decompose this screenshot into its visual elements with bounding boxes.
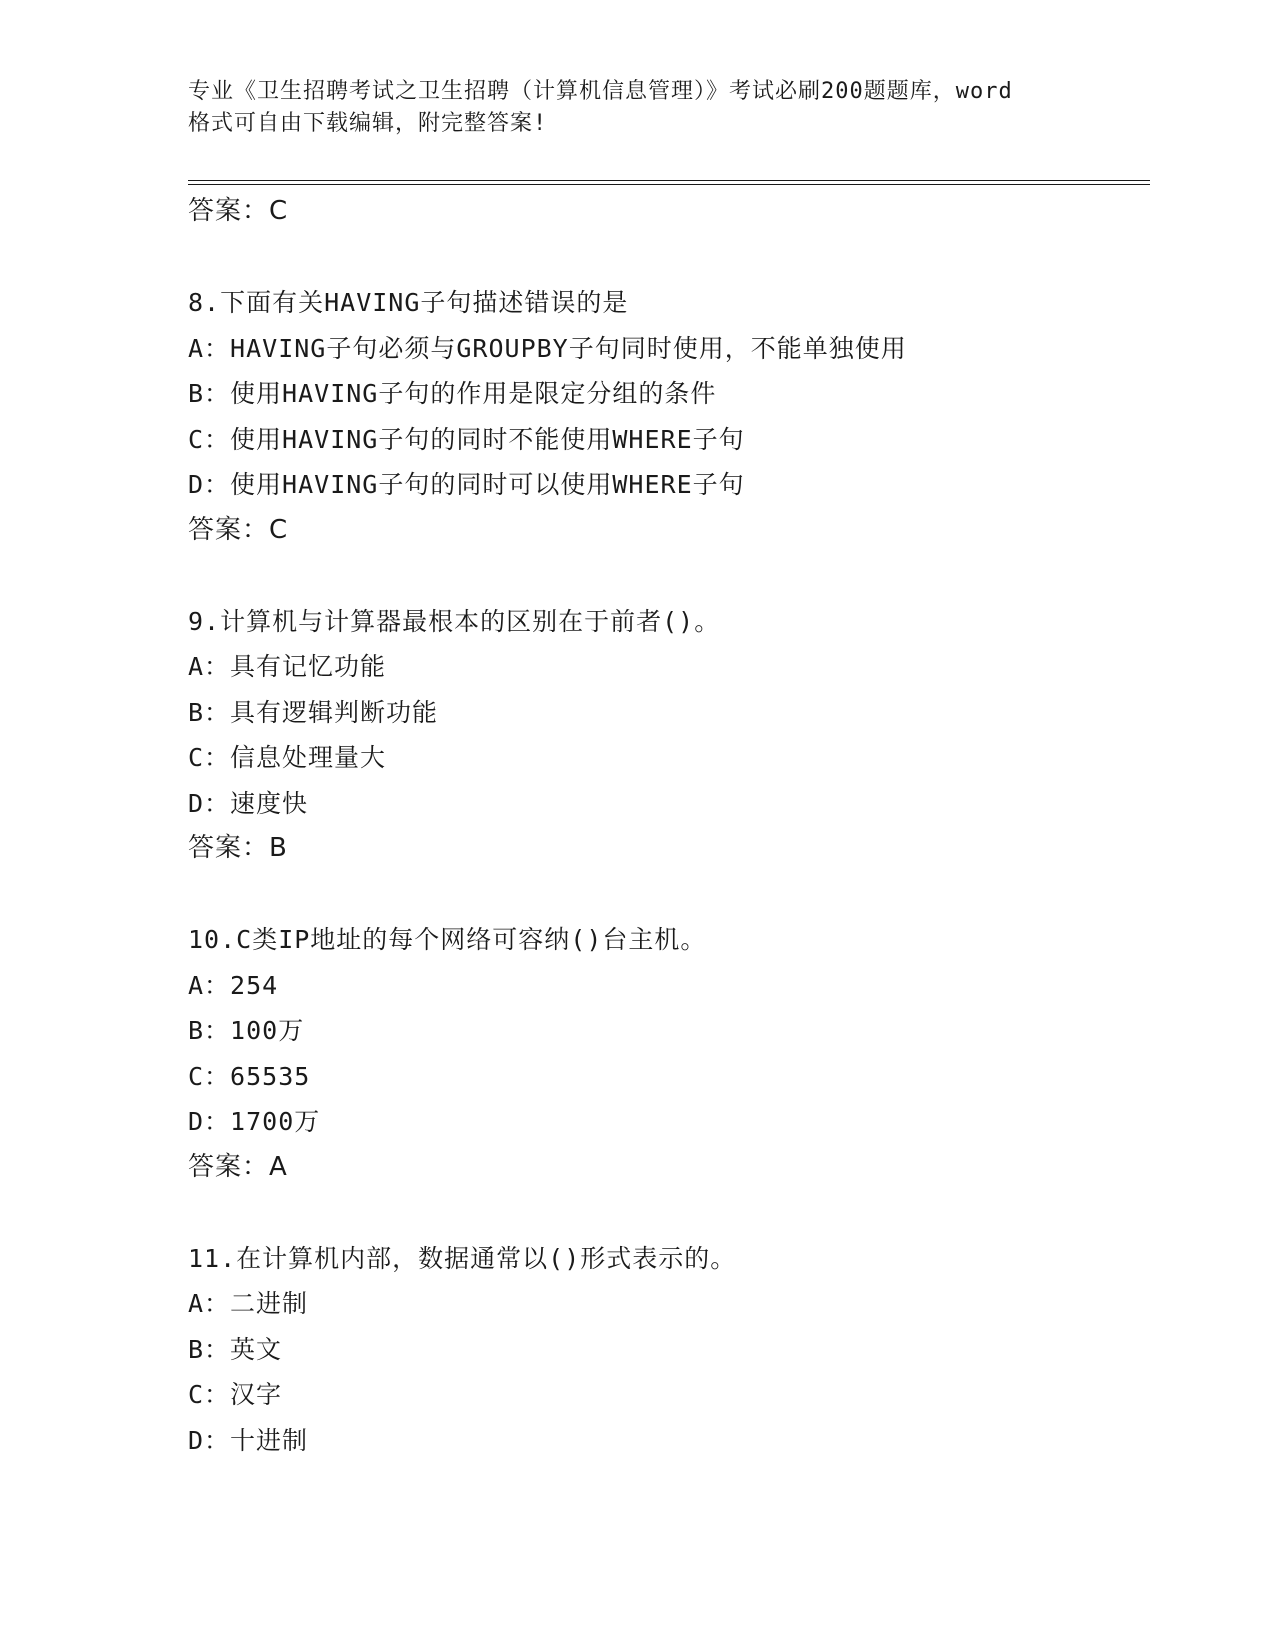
option-a: A：HAVING子句必须与GROUPBY子句同时使用，不能单独使用 <box>188 333 907 363</box>
question-stem: 10.C类IP地址的每个网络可容纳()台主机。 <box>188 925 707 954</box>
option-d: D：1700万 <box>188 1107 321 1136</box>
option-d: D：速度快 <box>188 788 309 818</box>
option-b: B：100万 <box>188 1016 305 1045</box>
header-divider-top <box>188 180 1150 181</box>
question-list <box>188 189 1148 1463</box>
option-b: B：使用HAVING子句的作用是限定分组的条件 <box>188 379 717 408</box>
document-header <box>188 76 1088 140</box>
answer-line: 答案：A <box>188 1151 288 1182</box>
question-stem: 9.计算机与计算器最根本的区别在于前者()。 <box>188 606 721 636</box>
question-stem: 11.在计算机内部，数据通常以()形式表示的。 <box>188 1243 737 1273</box>
answer-line: 答案：C <box>188 514 289 545</box>
option-b: B：具有逻辑判断功能 <box>188 697 439 727</box>
spacer <box>188 235 1148 281</box>
answer-line: 答案：B <box>188 833 288 863</box>
header-divider-bottom <box>188 184 1150 185</box>
option-d: D：十进制 <box>188 1425 309 1455</box>
spacer <box>188 553 1148 599</box>
option-d: D：使用HAVING子句的同时可以使用WHERE子句 <box>188 470 745 499</box>
option-c: C：汉字 <box>188 1380 283 1409</box>
header-line-2: 格式可自由下载编辑，附完整答案! <box>188 111 548 136</box>
option-c: C：65535 <box>188 1061 311 1091</box>
option-a: A：254 <box>188 970 279 1000</box>
option-a: A：具有记忆功能 <box>188 652 387 681</box>
answer-line: 答案：C <box>188 196 289 226</box>
option-a: A：二进制 <box>188 1289 309 1318</box>
option-b: B：英文 <box>188 1334 283 1364</box>
option-c: C：信息处理量大 <box>188 743 387 772</box>
spacer <box>188 1190 1148 1236</box>
spacer <box>188 872 1148 918</box>
question-stem: 8.下面有关HAVING子句描述错误的是 <box>188 288 629 317</box>
option-c: C：使用HAVING子句的同时不能使用WHERE子句 <box>188 424 745 454</box>
header-line-1: 专业《卫生招聘考试之卫生招聘（计算机信息管理）》考试必刷200题题库，word <box>188 79 1013 104</box>
